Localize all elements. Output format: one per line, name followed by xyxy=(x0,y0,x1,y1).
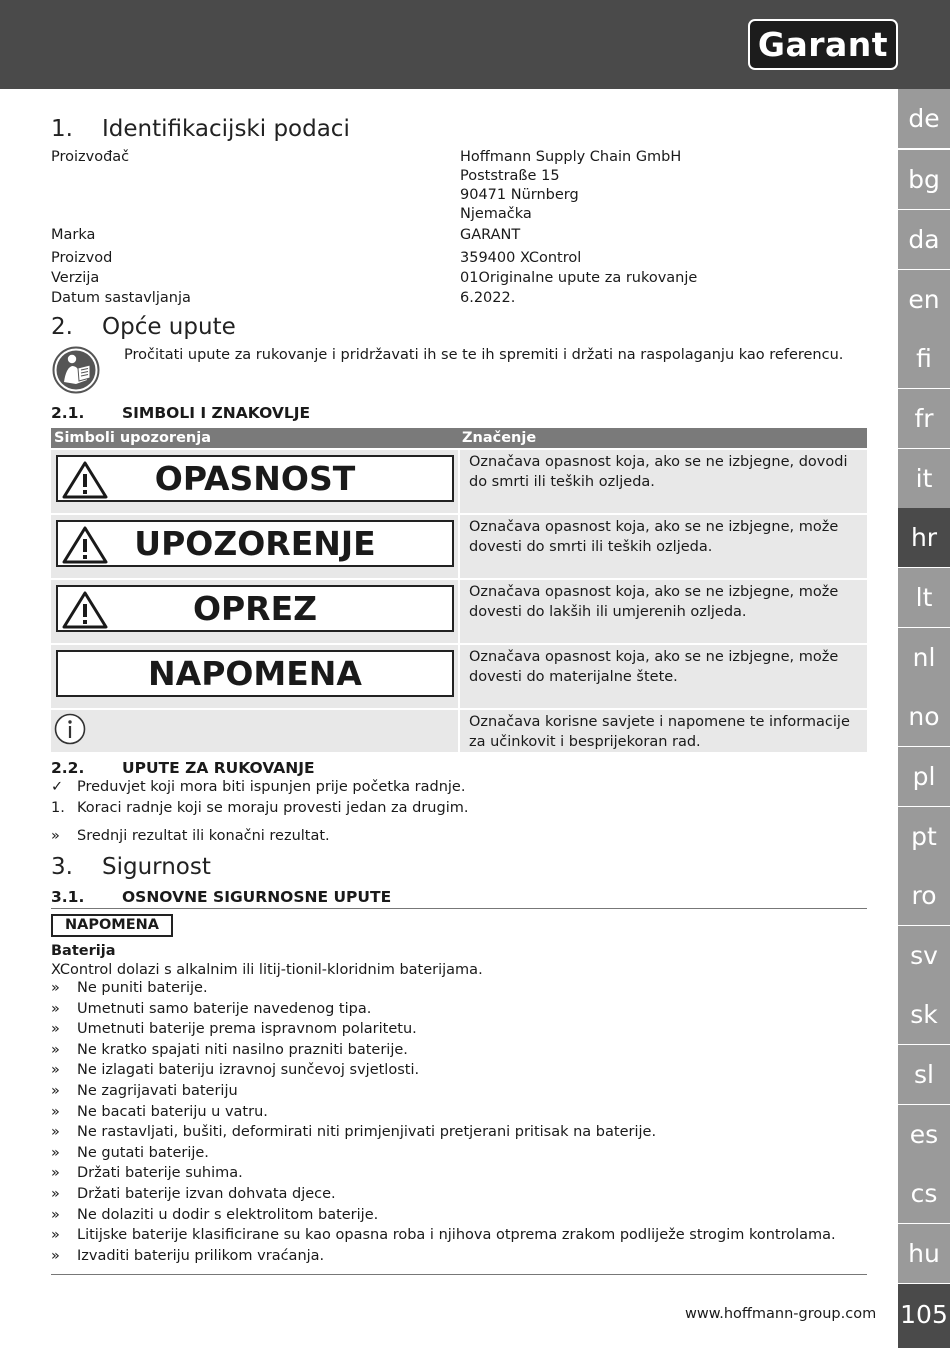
lang-tab-cs[interactable]: cs xyxy=(898,1164,950,1223)
list-item xyxy=(51,980,208,996)
id-value-manufacturer-line2: Poststraße 15 xyxy=(460,168,560,184)
table-row xyxy=(51,709,867,752)
bullet-marker: » xyxy=(51,1041,60,1058)
id-label-brand: Marka xyxy=(51,227,96,243)
lang-tab-ro[interactable]: ro xyxy=(898,866,950,925)
list-item xyxy=(51,1207,378,1223)
lang-tab-sv[interactable]: sv xyxy=(898,926,950,985)
lang-tab-hr[interactable]: hr xyxy=(898,508,950,567)
notice-label-box: NAPOMENA xyxy=(51,914,173,937)
lang-tab-sl[interactable]: sl xyxy=(898,1045,950,1104)
lang-tab-it[interactable]: it xyxy=(898,449,950,508)
subsection-3-1-heading xyxy=(51,888,391,906)
language-sidebar xyxy=(898,89,950,1348)
section-1-heading xyxy=(51,116,350,142)
section-title: Opće upute xyxy=(102,314,236,340)
bullet-text: Umetnuti baterije prema ispravnom polaritetu. xyxy=(77,1021,417,1038)
list-item: 1. Koraci radnje koji se moraju provesti jedan za drugim. xyxy=(51,800,469,816)
divider xyxy=(51,908,867,909)
bullet-text: Ne bacati bateriju u vatru. xyxy=(77,1103,268,1120)
subsection-number: 2.2. xyxy=(51,759,85,777)
subsection-title: UPUTE ZA RUKOVANJE xyxy=(122,759,315,777)
id-label-version: Verzija xyxy=(51,270,100,286)
bullet-text: Ne zagrijavati bateriju xyxy=(77,1083,238,1099)
subsection-title: SIMBOLI I ZNAKOVLJE xyxy=(122,404,311,422)
manual-note: Pročitati upute za rukovanje i pridržavati ih se te ih spremiti i držati na raspolaganju kao referencu. xyxy=(124,347,844,363)
signal-warning xyxy=(56,520,454,567)
result-marker: » xyxy=(51,828,60,844)
table-row xyxy=(51,644,867,709)
bullet-marker: » xyxy=(51,1021,60,1038)
id-label-manufacturer: Proizvođač xyxy=(51,149,130,165)
table-header-meaning: Značenje xyxy=(459,428,867,449)
bullet-text: Držati baterije suhima. xyxy=(77,1165,243,1182)
list-item xyxy=(51,1062,419,1078)
lang-tab-fi[interactable]: fi xyxy=(898,329,950,388)
meaning-cell: Označava korisne savjete i napomene te informacije za učinkovit i besprijekoran rad. xyxy=(459,709,867,752)
subsection-2-2-heading xyxy=(51,759,315,777)
step-number: 1. xyxy=(51,800,65,816)
signal-word: NAPOMENA xyxy=(148,654,362,693)
bullet-marker: » xyxy=(51,1144,60,1161)
id-value-brand: GARANT xyxy=(460,227,521,243)
table-row xyxy=(51,449,867,514)
lang-tab-fr[interactable]: fr xyxy=(898,389,950,448)
bullet-marker: » xyxy=(51,1103,60,1120)
garant-logo: Garant xyxy=(748,19,898,70)
list-item xyxy=(51,1042,408,1058)
subsection-number: 3.1. xyxy=(51,888,85,906)
id-value-date: 6.2022. xyxy=(460,290,516,306)
symbols-table xyxy=(51,428,867,752)
lang-tab-bg[interactable]: bg xyxy=(898,150,950,209)
section-3-heading xyxy=(51,854,211,880)
section-number: 2. xyxy=(51,314,73,340)
bullet-marker: » xyxy=(51,1062,60,1079)
subsection-title: OSNOVNE SIGURNOSNE UPUTE xyxy=(122,888,392,906)
id-value-version: 01Originalne upute za rukovanje xyxy=(460,270,698,286)
signal-word: UPOZORENJE xyxy=(134,524,376,563)
lang-tab-pt[interactable]: pt xyxy=(898,807,950,866)
list-item xyxy=(51,1001,371,1017)
lang-tab-es[interactable]: es xyxy=(898,1105,950,1164)
lang-tab-en[interactable]: en xyxy=(898,270,950,329)
lang-tab-pl[interactable]: pl xyxy=(898,747,950,806)
footer-url[interactable]: www.hoffmann-group.com xyxy=(685,1306,877,1322)
subsection-number: 2.1. xyxy=(51,404,85,422)
info-icon xyxy=(53,712,87,746)
lang-tab-da[interactable]: da xyxy=(898,210,950,269)
list-item: ✓ Preduvjet koji mora biti ispunjen prije početka radnje. xyxy=(51,779,466,795)
signal-notice xyxy=(56,650,454,697)
lang-tab-lt[interactable]: lt xyxy=(898,568,950,627)
read-manual-icon xyxy=(52,346,100,394)
page-number: 105 xyxy=(898,1284,950,1348)
section-2-heading xyxy=(51,314,236,340)
section-title: Identifikacijski podaci xyxy=(102,116,350,142)
battery-intro: XControl dolazi s alkalnim ili litij-tionil-kloridnim baterijama. xyxy=(51,962,483,978)
section-number: 1. xyxy=(51,116,73,142)
id-label-date: Datum sastavljanja xyxy=(51,290,191,306)
bullet-marker: » xyxy=(51,1165,60,1182)
lang-tab-nl[interactable]: nl xyxy=(898,628,950,687)
bullet-text: Ne dolaziti u dodir s elektrolitom baterije. xyxy=(77,1206,379,1223)
bullet-marker: » xyxy=(51,1000,60,1017)
bullet-marker: » xyxy=(51,1083,60,1099)
list-item xyxy=(51,1104,268,1120)
subsection-2-1-heading xyxy=(51,404,310,422)
bullet-marker: » xyxy=(51,1206,60,1223)
signal-danger xyxy=(56,455,454,502)
bullet-text: Litijske baterije klasificirane su kao opasna roba i njihova otprema zrakom podliježe strogim kontrolama. xyxy=(77,1227,836,1244)
signal-word: OPREZ xyxy=(192,589,318,628)
checkmark-icon: ✓ xyxy=(51,779,64,795)
bullet-marker: » xyxy=(51,1227,60,1244)
list-item xyxy=(51,1145,209,1161)
list-item xyxy=(51,1227,836,1243)
bullet-text: Ne puniti baterije. xyxy=(77,980,208,996)
lang-tab-hu[interactable]: hu xyxy=(898,1224,950,1283)
bullet-marker: » xyxy=(51,980,60,996)
signal-caution xyxy=(56,585,454,632)
lang-tab-no[interactable]: no xyxy=(898,687,950,746)
meaning-cell: Označava opasnost koja, ako se ne izbjegne, dovodi do smrti ili teških ozljeda. xyxy=(459,449,867,514)
list-item xyxy=(51,1186,336,1202)
list-item xyxy=(51,1083,238,1099)
meaning-cell: Označava opasnost koja, ako se ne izbjegne, može dovesti do materijalne štete. xyxy=(459,644,867,709)
bullet-marker: » xyxy=(51,1186,60,1202)
table-row xyxy=(51,579,867,644)
meaning-cell: Označava opasnost koja, ako se ne izbjegne, može dovesti do smrti ili teških ozljeda. xyxy=(459,514,867,579)
divider xyxy=(51,1274,867,1275)
bullet-text: Ne kratko spajati niti nasilno prazniti baterije. xyxy=(77,1041,408,1058)
list-item xyxy=(51,1021,417,1037)
id-value-manufacturer-line4: Njemačka xyxy=(460,206,532,222)
bullet-text: Ne gutati baterije. xyxy=(77,1144,209,1161)
list-item xyxy=(51,1248,324,1264)
bullet-marker: » xyxy=(51,1124,60,1141)
bullet-text: Držati baterije izvan dohvata djece. xyxy=(77,1186,336,1202)
section-title: Sigurnost xyxy=(102,854,211,880)
lang-tab-sk[interactable]: sk xyxy=(898,985,950,1044)
id-value-manufacturer-line3: 90471 Nürnberg xyxy=(460,187,579,203)
bullet-text: Ne rastavljati, bušiti, deformirati niti primjenjivati pretjerani pritisak na baterije. xyxy=(77,1124,657,1141)
bullet-text: Umetnuti samo baterije navedenog tipa. xyxy=(77,1000,372,1017)
id-value-manufacturer-line1: Hoffmann Supply Chain GmbH xyxy=(460,149,682,165)
bullet-marker: » xyxy=(51,1247,60,1264)
list-item xyxy=(51,1124,656,1140)
section-number: 3. xyxy=(51,854,73,880)
signal-word: OPASNOST xyxy=(154,459,356,498)
battery-heading: Baterija xyxy=(51,943,116,959)
table-row xyxy=(51,514,867,579)
list-item xyxy=(51,1165,243,1181)
meaning-cell: Označava opasnost koja, ako se ne izbjegne, može dovesti do lakših ili umjerenih ozljeda. xyxy=(459,579,867,644)
id-value-product: 359400 XControl xyxy=(460,250,582,266)
lang-tab-de[interactable]: de xyxy=(898,89,950,148)
bullet-text: Ne izlagati bateriju izravnoj sunčevoj svjetlosti. xyxy=(77,1062,420,1079)
bullet-text: Izvaditi bateriju prilikom vraćanja. xyxy=(77,1247,325,1264)
page-header xyxy=(0,0,950,89)
table-header-symbols: Simboli upozorenja xyxy=(51,428,459,449)
list-item: » Srednji rezultat ili konačni rezultat. xyxy=(51,828,330,844)
id-label-product: Proizvod xyxy=(51,250,113,266)
